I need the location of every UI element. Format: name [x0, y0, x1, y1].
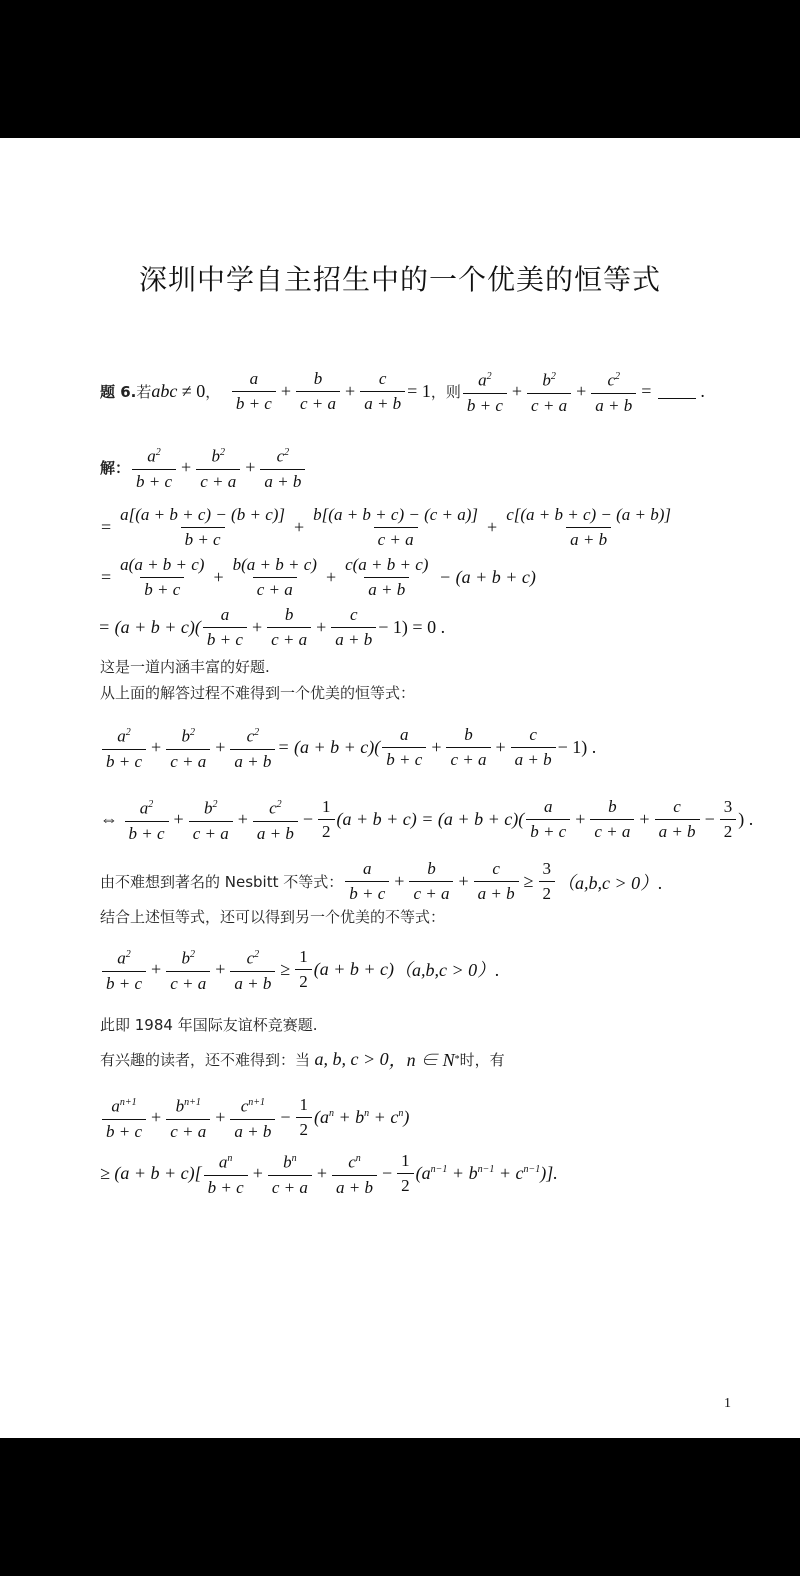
- iff-symbol: ⇔: [100, 808, 123, 829]
- identity-equation: $\frac{a^2}{b + c}$ + $\frac{b^2}{c + a}$ + $\frac{c^2}{a + b}$ = (a + b + c)( $\frac{a}{b + c}$ + $\frac{b}{c + a}$ + $\frac{c}{a + b}$ − 1) .: [100, 722, 596, 773]
- nesbitt-paragraph: 由不难想到著名的 Nesbitt 不等式： $\frac{a}{b + c}$ + $\frac{b}{c + a}$ + $\frac{c}{a + b}$ ≥ $\frac{3}{2}$ （a,b,c > 0）.: [100, 859, 663, 903]
- paragraph-1: 这是一道内涵丰富的好题.: [100, 658, 270, 676]
- general-inequality-line-1: $\frac{a^{n+1}}{b + c}$ + $\frac{b^{n+1}}{c + a}$ + $\frac{c^{n+1}}{a + b}$ − $\frac{1}{2}$ $(a^n + b^n + c^n)$: [100, 1092, 409, 1143]
- answer-blank: [658, 384, 696, 399]
- solution-step-3: = (a + b + c)( $\frac{a}{b + c}$ + $\frac{b}{c + a}$ + $\frac{c}{a + b}$ − 1) = 0 .: [98, 605, 446, 649]
- problem-label: 题 6.: [100, 382, 137, 401]
- equivalent-equation: ⇔ $\frac{a^2}{b + c}$ + $\frac{b^2}{c + a}$ + $\frac{c^2}{a + b}$ − $\frac{1}{2}$ (a + b + c) = (a + b + c)( $\frac{a}{b + c}$ + $\frac{b}{c + a}$ + $\frac{c}{a + b}$ − $\frac{3}{2}$ ) .: [100, 796, 754, 843]
- document-title: 深圳中学自主招生中的一个优美的恒等式: [138, 263, 661, 296]
- paragraph-6: 有兴趣的读者，还不难得到：当 a, b, c > 0 ，n ∈ N * 时，有: [100, 1048, 505, 1070]
- problem-statement: 题 6. 若 abc ≠ 0 ， $\frac{a}{b + c}$ + $\frac{b}{c + a}$ + $\frac{c}{a + b}$ = 1 ， 则 $\frac{a^2}{b + c}$ + $\frac{b^2}{c + a}$ + $\frac{c^2}{a + b}$ = .: [100, 368, 705, 415]
- paragraph-2: 从上面的解答过程不难得到一个优美的恒等式：: [100, 684, 416, 702]
- page-number: 1: [724, 1396, 731, 1411]
- general-inequality-line-2: ≥ (a + b + c)[ $\frac{a^n}{b + c}$ + $\frac{b^n}{c + a}$ + $\frac{c^n}{a + b}$ − $\frac{1}{2}$ $(a^{n-1} + b^{n-1} + c^{n-1})$].: [100, 1150, 558, 1197]
- document-page: [0, 138, 800, 1438]
- solution-step-1: = $\frac{a[(a + b + c) - (b + c)]}{b + c}$ + $\frac{b[(a + b + c) - (c + a)]}{c + a}$ + $\frac{c[(a + b + c) - (a + b)]}{a + b}$: [101, 505, 672, 549]
- solution-step-2: = $\frac{a(a + b + c)}{b + c}$ + $\frac{b(a + b + c)}{c + a}$ + $\frac{c(a + b + c)}{a + b}$ − (a + b + c): [101, 555, 536, 599]
- problem-lead: 若: [136, 382, 152, 401]
- paragraph-5: 此即 1984 年国际友谊杯竞赛题.: [100, 1016, 318, 1034]
- solution-step-0: 解： $\frac{a^2}{b + c}$ + $\frac{b^2}{c + a}$ + $\frac{c^2}{a + b}$: [100, 442, 307, 493]
- inequality-equation: $\frac{a^2}{b + c}$ + $\frac{b^2}{c + a}$ + $\frac{c^2}{a + b}$ ≥ $\frac{1}{2}$ (a + b + c) （a,b,c > 0）.: [100, 944, 500, 995]
- solution-label: 解：: [100, 458, 131, 477]
- paragraph-4: 结合上述恒等式，还可以得到另一个优美的不等式：: [100, 908, 446, 926]
